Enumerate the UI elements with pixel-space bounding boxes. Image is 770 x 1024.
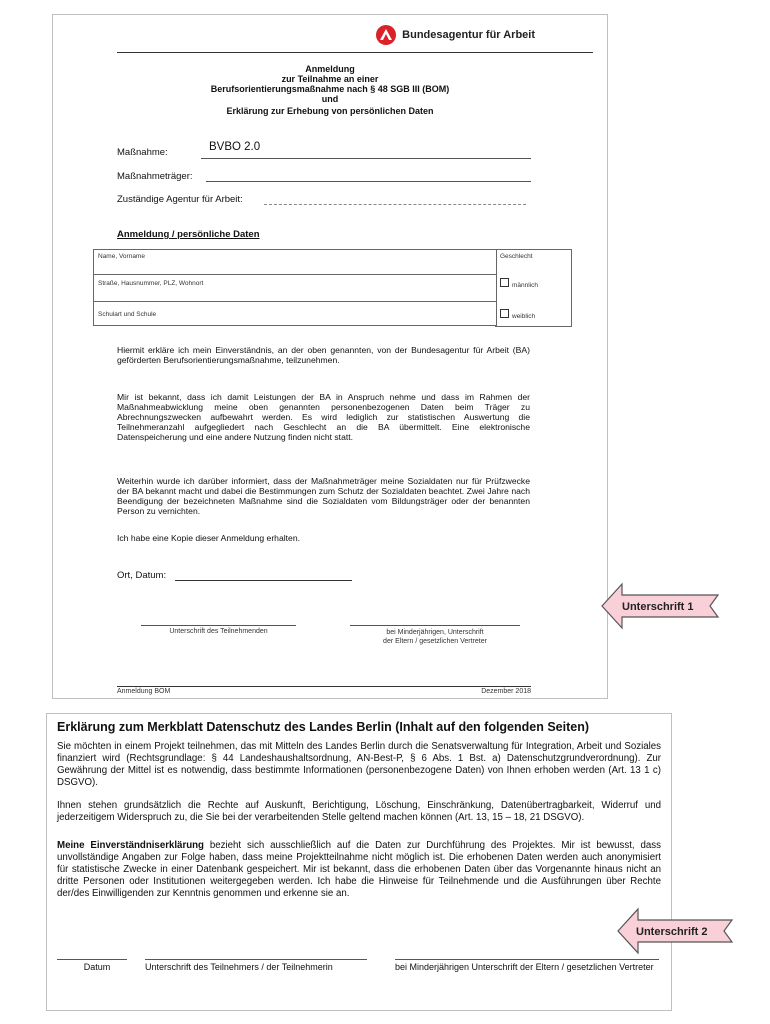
section-heading: Anmeldung / persönliche Daten	[117, 229, 260, 240]
gender-field	[495, 249, 572, 327]
guardian-signature-line[interactable]	[350, 625, 520, 626]
massnahme-line	[201, 158, 531, 159]
title-line: Anmeldung	[305, 64, 355, 74]
logo-text: Bundesagentur für Arbeit	[402, 29, 535, 41]
title-line: Berufsorientierungsmaßnahme nach § 48 SGB III (BOM)	[210, 84, 450, 94]
guardian-signature-label-2: bei Minderjährigen Unterschrift der Eltern / gesetzlichen Vertreter	[395, 962, 654, 972]
male-label: männlich	[512, 282, 539, 289]
school-field[interactable]	[93, 301, 497, 326]
address-field-label: Straße, Hausnummer, PLZ, Wohnort	[98, 280, 204, 287]
traeger-line[interactable]	[206, 181, 531, 182]
social-data-paragraph: Weiterhin wurde ich darüber informiert, dass der Maßnahmeträger meine Sozialdaten nur für Prüfzwecke der BA bekannt macht und dabei die Bestimmungen zum Schutz der Sozialdaten beachtet. Zwei Jahre nach Beendigung der bezeichneten Maßnahme sind die Sozialdaten vom Bildungsträger oder der benannten Person zu vernichten.	[117, 476, 530, 516]
signature-1-arrow	[600, 582, 722, 630]
data-use-paragraph: Mir ist bekannt, dass ich damit Leistungen der BA in Anspruch nehme und dass im Rahmen der Maßnahmeabwicklung meine oben genannten personenbezogenen Daten beim Träger zu Abrechnungszwecken aufbewahrt werden. Es wird lediglich zur statistischen Auswertung die Teilnehmeranzahl aufgegliedert nach Geschlecht an die BA übermittelt. Eine elektronische Datenspeicherung und eine andere Nutzung finden nicht statt.	[117, 392, 530, 442]
traeger-label: Maßnahmeträger:	[117, 171, 193, 182]
footer-right: Dezember 2018	[481, 688, 531, 695]
header-rule	[117, 52, 593, 53]
guardian-signature-label-line1: bei Minderjährigen, Unterschrift	[386, 629, 484, 636]
gender-label: Geschlecht	[500, 253, 533, 260]
title-line: zur Teilnahme an einer	[281, 74, 379, 84]
consent-text: bezieht sich ausschließlich auf die Daten zur Durchführung des Projektes. Mir ist bewusst, dass unvollständige Angaben zur Folge haben, dass meine Projektteilnahme nicht möglich ist. Die erhobenen Daten werden auch anonymisiert für statistische Zwecke in einer Datenbank gespeichert. Mir ist bekannt, dass die erhobenen Daten über das Vorgenannte hinaus nicht an dritte Personen oder Institutionen weitergegeben werden. Ich habe die Hinweise für Teilnehmende und die Ausführungen über Rechte der/des Einwilligenden zur Kenntnis genommen und erkenne sie an.	[57, 840, 661, 899]
male-checkbox[interactable]	[500, 278, 509, 287]
school-field-label: Schulart und Schule	[98, 311, 157, 318]
registration-form-page	[52, 14, 608, 699]
participant-signature-line[interactable]	[141, 625, 296, 626]
agentur-label: Zuständige Agentur für Arbeit:	[117, 194, 243, 205]
name-field-label: Name, Vorname	[98, 253, 145, 260]
massnahme-label: Maßnahme:	[117, 147, 168, 158]
guardian-signature-label-line2: der Eltern / gesetzlichen Vertreter	[383, 638, 487, 645]
participant-signature-label-2: Unterschrift des Teilnehmers / der Teilnehmerin	[145, 962, 333, 972]
ort-datum-label: Ort, Datum:	[117, 570, 167, 581]
participant-signature-line-2[interactable]	[145, 959, 367, 960]
female-option[interactable]	[500, 305, 535, 323]
copy-received-paragraph: Ich habe eine Kopie dieser Anmeldung erhalten.	[117, 533, 300, 543]
privacy-paragraph-2: Ihnen stehen grundsätzlich die Rechte auf Auskunft, Berichtigung, Löschung, Einschränkung, Datenübertragbarkeit, Widerruf und jederzeitigem Widerspruch zu, die Sie bei der verarbeitenden Stelle geltend machen können (Art. 13, 15 – 18, 21 DSGVO).	[57, 800, 661, 823]
title-line: und	[321, 94, 339, 104]
signature-2-arrow	[616, 907, 736, 955]
title-line: Erklärung zur Erhebung von persönlichen Daten	[226, 106, 434, 116]
massnahme-value[interactable]: BVBO 2.0	[209, 141, 261, 153]
signature-2-arrow-label: Unterschrift 2	[636, 926, 708, 938]
privacy-paragraph-3	[57, 840, 661, 900]
date-line[interactable]	[57, 959, 127, 960]
footer-rule	[117, 686, 531, 687]
footer-left: Anmeldung BOM	[117, 688, 171, 695]
ort-datum-line[interactable]	[175, 580, 352, 581]
consent-bold-label: Meine Einverständniserklärung	[57, 840, 204, 851]
signature-1-arrow-label: Unterschrift 1	[622, 601, 694, 613]
privacy-declaration-section	[46, 713, 672, 1011]
male-option[interactable]	[500, 274, 538, 292]
ba-logo	[376, 25, 535, 45]
female-label: weiblich	[512, 313, 536, 320]
privacy-heading: Erklärung zum Merkblatt Datenschutz des Landes Berlin (Inhalt auf den folgenden Seiten)	[57, 720, 590, 734]
guardian-signature-line-2[interactable]	[395, 959, 659, 960]
name-field[interactable]	[93, 249, 497, 275]
guardian-signature-label	[350, 628, 520, 646]
date-label: Datum	[83, 962, 111, 972]
ba-logo-icon	[376, 25, 396, 45]
form-title	[53, 64, 607, 116]
consent-paragraph: Hiermit erkläre ich mein Einverständnis, an der oben genannten, von der Bundesagentur für Arbeit (BA) geförderten Berufsorientierungsmaßnahme, teilzunehmen.	[117, 345, 530, 365]
participant-signature-label: Unterschrift des Teilnehmenden	[169, 628, 268, 635]
privacy-paragraph-1: Sie möchten in einem Projekt teilnehmen, das mit Mitteln des Landes Berlin durch die Senatsverwaltung für Integration, Arbeit und Soziales finanziert wird (Rechtsgrundlage: § 44 Landeshaushaltsordnung, AN-Best-P, § 6 Abs. 1 Bst. a) Datenschutzgrundverordnung). Zur Gewährung der Mittel ist es notwendig, dass bestimmte Informationen (personenbezogene Daten) von Ihnen erhoben werden (Art. 13 1 c) DSGVO).	[57, 741, 661, 788]
female-checkbox[interactable]	[500, 309, 509, 318]
agentur-line[interactable]	[264, 204, 526, 205]
address-field[interactable]	[93, 273, 497, 302]
